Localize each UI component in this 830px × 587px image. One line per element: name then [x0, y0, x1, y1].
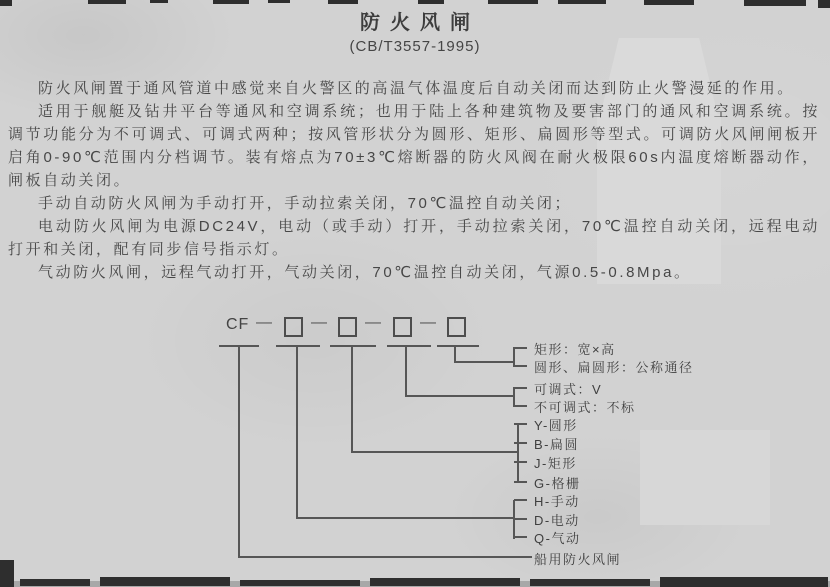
connector-line [405, 395, 515, 397]
connector-line [514, 405, 527, 407]
connector-line [517, 423, 519, 483]
connector-line [351, 451, 519, 453]
diagram-label-shape-rect: J-矩形 [534, 456, 577, 471]
diagram-label-shape-oval: B-扁圆 [534, 437, 580, 452]
connector-line [296, 517, 515, 519]
connector-line [238, 556, 532, 558]
connector-line [238, 345, 240, 558]
diagram-label-drive-pneumatic: Q-气动 [534, 531, 581, 546]
diagram-label-nonadjustable: 不可调式：不标 [534, 400, 636, 415]
code-box-1 [284, 317, 303, 337]
paragraph-electric: 电动防火风闸为电源DC24V，电动（或手动）打开，手动拉索关闭，70℃温控自动关闭，远程电动打开和关闭，配有同步信号指示灯。 [8, 218, 820, 258]
page-title: 防火风闸 [360, 12, 480, 34]
connector-line [514, 423, 527, 425]
connector-line [514, 387, 527, 389]
connector-line [514, 461, 527, 463]
connector-line [437, 345, 479, 347]
paragraph-intro: 防火风闸置于通风管道中感觉来自火警区的高温气体温度后自动关闭而达到防止火警漫延的作用。 [38, 80, 795, 97]
paragraph-application: 适用于舰艇及钻井平台等通风和空调系统；也用于陆上各种建筑物及要害部门的通风和空调系统。按调节功能分为不可调式、可调式两种；按风管形状分为圆形、矩形、扁圆形等型式。可调防火风闸闸板开启角0-90℃范围内分档调节。装有熔点为70±3℃熔断器的防火风阀在耐火极限60s内温度熔断器动作，闸板自动关闭。 [8, 103, 820, 189]
connector-line [514, 499, 527, 501]
connector-line [514, 536, 527, 538]
diagram-label-drive-manual: H-手动 [534, 494, 580, 509]
code-box-3 [393, 317, 412, 337]
diagram-label-drive-electric: D-电动 [534, 513, 580, 528]
diagram-label-product-name: 船用防火风闸 [534, 552, 622, 567]
code-separator: — [420, 314, 436, 331]
code-box-2 [338, 317, 357, 337]
connector-line [387, 345, 431, 347]
code-separator: — [365, 314, 381, 331]
connector-line [351, 345, 353, 453]
code-box-4 [447, 317, 466, 337]
connector-line [296, 345, 298, 519]
paragraph-manual: 手动自动防火风闸为手动打开，手动拉索关闭，70℃温控自动关闭； [38, 195, 573, 212]
connector-line [405, 345, 407, 397]
code-separator: — [311, 314, 327, 331]
connector-line [330, 345, 376, 347]
paragraph-pneumatic: 气动防火风闸，远程气动打开，气动关闭，70℃温控自动关闭，气源0.5-0.8Mpa。 [38, 264, 692, 281]
diagram-label-rect-size: 矩形：宽×高 [534, 342, 616, 357]
connector-line [514, 481, 527, 483]
connector-line [514, 518, 527, 520]
connector-line [514, 442, 527, 444]
connector-line [276, 345, 320, 347]
connector-line [454, 361, 515, 363]
standard-number: (CB/T3557-1995) [349, 38, 481, 55]
diagram-label-round-size: 圆形、扁圆形：公称通径 [534, 360, 694, 375]
connector-line [513, 387, 515, 407]
code-prefix: CF [226, 316, 250, 333]
diagram-label-shape-grille: G-格栅 [534, 476, 581, 491]
connector-line [513, 347, 515, 367]
code-separator: — [256, 314, 272, 331]
diagram-label-adjustable: 可调式：V [534, 382, 603, 397]
diagram-label-shape-round: Y-圆形 [534, 418, 578, 433]
connector-line [514, 365, 527, 367]
connector-line [514, 347, 527, 349]
